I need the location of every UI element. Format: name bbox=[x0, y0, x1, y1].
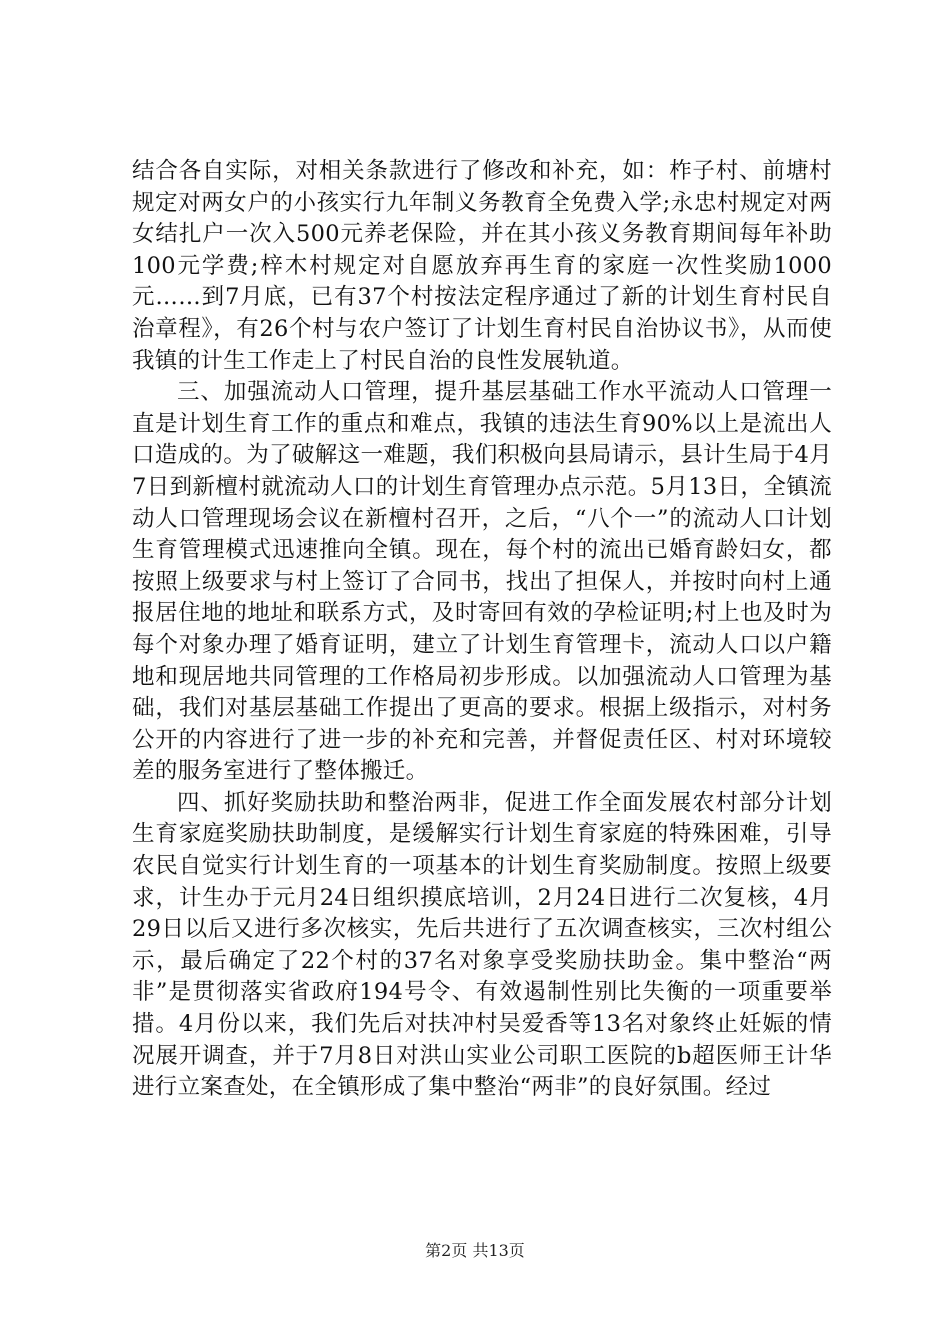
paragraph-section-four: 四、抓好奖励扶助和整治两非，促进工作全面发展农村部分计划生育家庭奖励扶助制度，是缓解实行计划生育家庭的特殊困难，引导农民自觉实行计划生育的一项基本的计划生育奖励制度。按照上级要求，计生办于元月24日组织摸底培训，2月24日进行二次复核，4月29日以后又进行多次核实，先后共进行了五次调查核实，三次村组公示，最后确定了22个村的37名对象享受奖励扶助金。集中整治“两非”是贯彻落实省政府194号令、有效遏制性别比失衡的一项重要举措。4月份以来，我们先后对扶冲村吴爱香等13名对象终止妊娠的情况展开调查，并于7月8日对洪山实业公司职工医院的b超医师王计华进行立案查处，在全镇形成了集中整治“两非”的良好氛围。经过 bbox=[132, 789, 832, 1101]
page-footer bbox=[0, 1241, 950, 1261]
page-number: 第2页 共13页 bbox=[425, 1241, 525, 1260]
paragraph-continuation: 结合各自实际，对相关条款进行了修改和补充，如：柞子村、前塘村规定对两女户的小孩实行九年制义务教育全免费入学;永忠村规定对两女结扎户一次入500元养老保险，并在其小孩义务教育期间每年补助100元学费;梓木村规定对自愿放弃再生育的家庭一次性奖励1000元……到7月底，已有37个村按法定程序通过了新的计划生育村民自治章程》，有26个村与农户签订了计划生育村民自治协议书》，从而使我镇的计生工作走上了村民自治的良性发展轨道。 bbox=[132, 158, 832, 374]
document-body bbox=[132, 156, 832, 1104]
paragraph-section-three: 三、加强流动人口管理，提升基层基础工作水平流动人口管理一直是计划生育工作的重点和难点，我镇的违法生育90%以上是流出人口造成的。为了破解这一难题，我们积极向县局请示，县计生局于4月7日到新檀村就流动人口的计划生育管理办点示范。5月13日，全镇流动人口管理现场会议在新檀村召开，之后，“八个一”的流动人口计划生育管理模式迅速推向全镇。现在，每个村的流出已婚育龄妇女，都按照上级要求与村上签订了合同书，找出了担保人，并按时向村上通报居住地的地址和联系方式，及时寄回有效的孕检证明;村上也及时为每个对象办理了婚育证明，建立了计划生育管理卡，流动人口以户籍地和现居地共同管理的工作格局初步形成。以加强流动人口管理为基础，我们对基层基础工作提出了更高的要求。根据上级指示，对村务公开的内容进行了进一步的补充和完善，并督促责任区、村对环境较差的服务室进行了整体搬迁。 bbox=[132, 379, 832, 785]
